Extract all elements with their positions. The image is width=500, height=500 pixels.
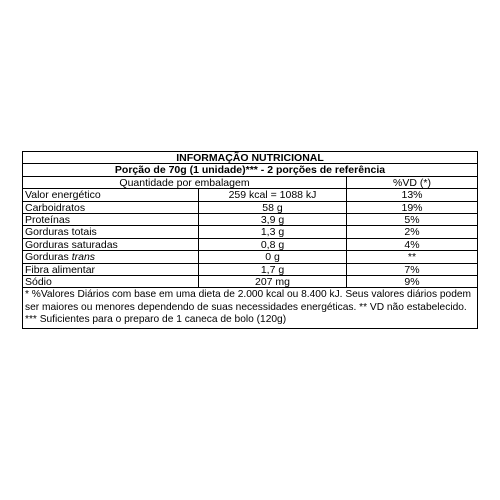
table-row xyxy=(23,214,477,226)
nutrient-name: Sódio xyxy=(23,276,199,287)
nutrient-name: Gorduras saturadas xyxy=(23,239,199,250)
nutrient-vd: 13% xyxy=(401,189,423,201)
footnote-line: *** Suficientes para o preparo de 1 caneca de bolo (120g) xyxy=(25,313,287,325)
quantity-header: Quantidade por embalagem xyxy=(23,177,347,188)
nutrient-amount: 3,9 g xyxy=(199,214,347,225)
nutrient-vd: 19% xyxy=(401,201,423,213)
nutrient-vd: 4% xyxy=(404,238,420,251)
table-row xyxy=(23,189,477,201)
table-row xyxy=(23,226,477,238)
nutrient-name: Fibra alimentar xyxy=(23,264,199,275)
nutrient-name-italic: trans xyxy=(71,251,96,263)
footnote-line: ser maiores ou menores dependendo de suas necessidades energéticas. ** VD não estabelecido. xyxy=(25,301,467,313)
nutrient-name: Valor energético xyxy=(23,189,199,200)
table-row xyxy=(23,276,477,288)
nutrient-vd: 9% xyxy=(404,275,420,288)
portion-text: Porção de 70g (1 unidade)*** - 2 porções de referência xyxy=(114,164,386,176)
title-row xyxy=(23,152,477,164)
table-row xyxy=(23,202,477,214)
nutrient-name: Proteínas xyxy=(23,214,199,225)
nutrient-amount: 58 g xyxy=(199,202,347,213)
nutrient-vd: 7% xyxy=(404,263,420,275)
nutrient-amount: 0 g xyxy=(199,251,347,262)
nutrient-name-prefix: Gorduras xyxy=(25,251,72,263)
nutrient-name: Gorduras totais xyxy=(23,226,199,237)
nutrient-vd: ** xyxy=(407,251,417,263)
table-row xyxy=(23,239,477,251)
table-row xyxy=(23,264,477,276)
nutrient-amount: 1,7 g xyxy=(199,264,347,275)
footnotes xyxy=(23,288,477,328)
nutrient-name: Carboidratos xyxy=(23,202,199,213)
table-row xyxy=(23,251,477,263)
nutrient-vd: 5% xyxy=(404,213,420,226)
footnote-line: * %Valores Diários com base em uma dieta de 2.000 kcal ou 8.400 kJ. Seus valores diários podem xyxy=(25,289,472,301)
nutrition-facts-table xyxy=(22,151,478,329)
nutrient-amount: 207 mg xyxy=(199,276,347,287)
vd-header: %VD (*) xyxy=(393,176,431,189)
table-title: INFORMAÇÃO NUTRICIONAL xyxy=(176,152,324,164)
nutrient-amount: 0,8 g xyxy=(199,239,347,250)
nutrient-amount: 1,3 g xyxy=(199,226,347,237)
nutrient-name xyxy=(23,251,199,262)
header-row xyxy=(23,177,477,189)
portion-row xyxy=(23,164,477,176)
nutrient-amount: 259 kcal = 1088 kJ xyxy=(199,189,347,200)
nutrient-vd: 2% xyxy=(404,226,420,238)
